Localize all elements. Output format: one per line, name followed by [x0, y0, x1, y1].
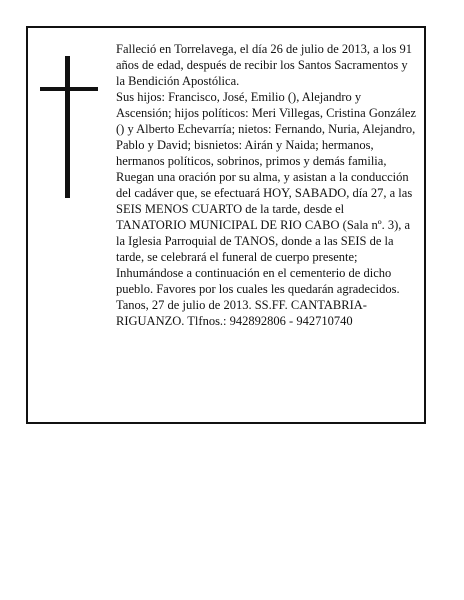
- death-announcement: Falleció en Torrelavega, el día 26 de julio de 2013, a los 91 años de edad, después de recibir los Santos Sacramentos y la Bendición Apostólica.: [116, 42, 413, 88]
- obituary-notice: [26, 26, 426, 424]
- cross-icon: [40, 56, 98, 198]
- family-list: Sus hijos: Francisco, José, Emilio (), Alejandro y Ascensión; hijos políticos: Meri Villegas, Cristina González () y Alberto Echevarría; nietos: Fernando, Nuria, Alejandro, Pablo y David; bisnietos: Airán y Naida; hermanos, hermanos políticos, sobrinos, primos y demás familia,: [116, 90, 417, 168]
- closing-contact: Tanos, 27 de julio de 2013. SS.FF. CANTABRIA-RIGUANZO. Tlfnos.: 942892806 - 942710740: [116, 298, 367, 328]
- cross-horizontal-bar: [40, 87, 98, 91]
- notice-body: [116, 41, 416, 329]
- funeral-details: Ruegan una oración por su alma, y asistan a la conducción del cadáver que, se efectuará HOY, SABADO, día 27, a las SEIS MENOS CUARTO de la tarde, desde el TANATORIO MUNICIPAL DE RIO CABO (Sala nº. 3), a la Iglesia Parroquial de TANOS, donde a las SEIS de la tarde, se celebrará el funeral de cuerpo presente; Inhumándose a continuación en el cementerio de dicho pueblo. Favores por los cuales les quedarán agradecidos.: [116, 170, 413, 296]
- cross-vertical-bar: [65, 56, 70, 198]
